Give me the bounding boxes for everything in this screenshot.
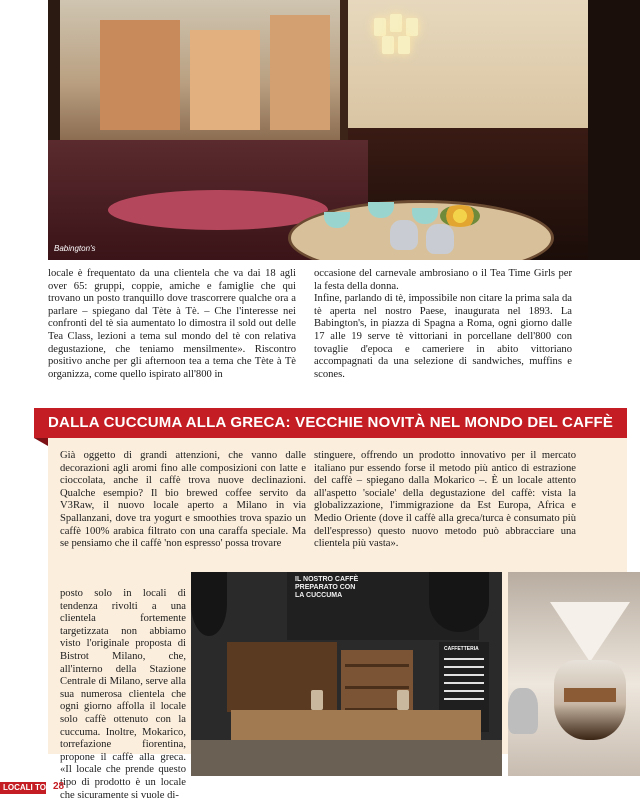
- sidebar-column-left: Già oggetto di grandi attenzioni, che vanno dalle decorazioni agli aromi fino alle composizioni con latte e cioccolata, anche il caffè trova nuove declinazioni. Qualche esempio? Il bio brewed coffee servito da V3Raw, il nuovo locale aperto a Milano in via Spallanzani, dove tra yogurt e smoothies trova spazio un caffè 100% arabica filtrato con una caraffa speciale. Ma se pensiamo che il caffè 'non espresso' possa trovare: [60, 450, 306, 550]
- carafe-collar: [564, 688, 616, 702]
- chalkboard-title: IL NOSTRO CAFFÈ PREPARATO CON LA CUCCUMA: [295, 576, 359, 599]
- floor: [191, 740, 502, 776]
- footer-section-label: LOCALI TOP: [3, 783, 52, 792]
- banner-fold: [34, 438, 48, 446]
- samovar: [397, 690, 409, 710]
- section-title: DALLA CUCCUMA ALLA GRECA: VECCHIE NOVITÀ NEL MONDO DEL CAFFÈ: [48, 414, 614, 431]
- article-column-left: locale è frequentato da una clientela che va dai 18 agli over 65: gruppi, coppie, amiche e famiglie che qui trovano un posto tranquillo dove trascorrere qualche ora a parlare – spiegano dal Tète à Tè. – Che l'interesse nei confronti del tè sia aumentato lo dimostra il sold out delle Tea Class, lezioni a tema sul mondo del tè con relativa degustazione, che teniamo mensilmente». Riscontro positivo anche per gli afternoon tea a tema che Tète à Tè organizza, come quello ispirato all'800 in: [48, 268, 296, 380]
- pendant-lamp: [191, 572, 227, 636]
- hero-door: [588, 0, 640, 260]
- kettle: [508, 688, 538, 734]
- menu-board-title: CAFFETTERIA: [444, 646, 479, 652]
- samovar: [311, 690, 323, 710]
- article-paragraph: Infine, parlando di tè, impossibile non citare la prima sala da tè aperta nel nostro Paese, inaugurata nel 1893. La Babington's, in piazza di Spagna a Roma, ogni giorno dalle 17 alle 19 serve tè vittoriani in porcellane dell'800 con tovaglie d'epoca e cameriere in abito vittoriano accompagnati da una selezione di sandwiches, muffins e scones.: [314, 293, 572, 380]
- wall-sconce: [368, 14, 428, 74]
- teapot: [426, 224, 454, 254]
- page-number: 28: [53, 781, 65, 792]
- pendant-lamp: [429, 572, 489, 632]
- chemex-photo: [508, 572, 640, 776]
- flower-vase: [440, 205, 480, 227]
- sidebar-column-left-narrow: posto solo in locali di tendenza rivolti a una clientela fortemente targetizzata non abbiamo visto l'originale proposta di Bistrot Milano, che, all'interno della Stazione Centrale di Milano, serve alla sua numerosa clientela che ogni giorno affolla il locale solo caffè ottenuto con la cuccuma. Inoltre, Mokarico, torrefazione fiorentina, propone il caffè alla greca. «Il locale che prende questo tipo di prodotto è un locale che sicuramente si vuole di-: [60, 588, 186, 801]
- article-column-right: [314, 268, 572, 381]
- coffee-filter: [550, 602, 630, 662]
- sidebar-column-right: stinguere, offrendo un prodotto innovativo per il mercato italiano pur essendo forse il metodo più antico di estrazione del caffè – spiegano dalla Mokarico –. È un locale attento all'aspetto 'sociale' della degustazione del caffè: vista la globalizzazione, l'immigrazione da Est Europa, Africa e Medio Oriente (dove il caffè alla greca/turca è consumato più dell'espresso) questo nuovo metodo può abbracciare una clientela più vasta».: [314, 450, 576, 550]
- teapot: [390, 220, 418, 250]
- hero-window: [60, 0, 350, 140]
- hero-photo: [48, 0, 640, 260]
- counter: [231, 710, 481, 744]
- photo-caption: Babington's: [54, 244, 96, 253]
- article-paragraph: occasione del carnevale ambrosiano o il Tea Time Girls per la festa della donna.: [314, 268, 572, 292]
- cafe-photo: [191, 572, 502, 776]
- hero-seat: [108, 190, 328, 230]
